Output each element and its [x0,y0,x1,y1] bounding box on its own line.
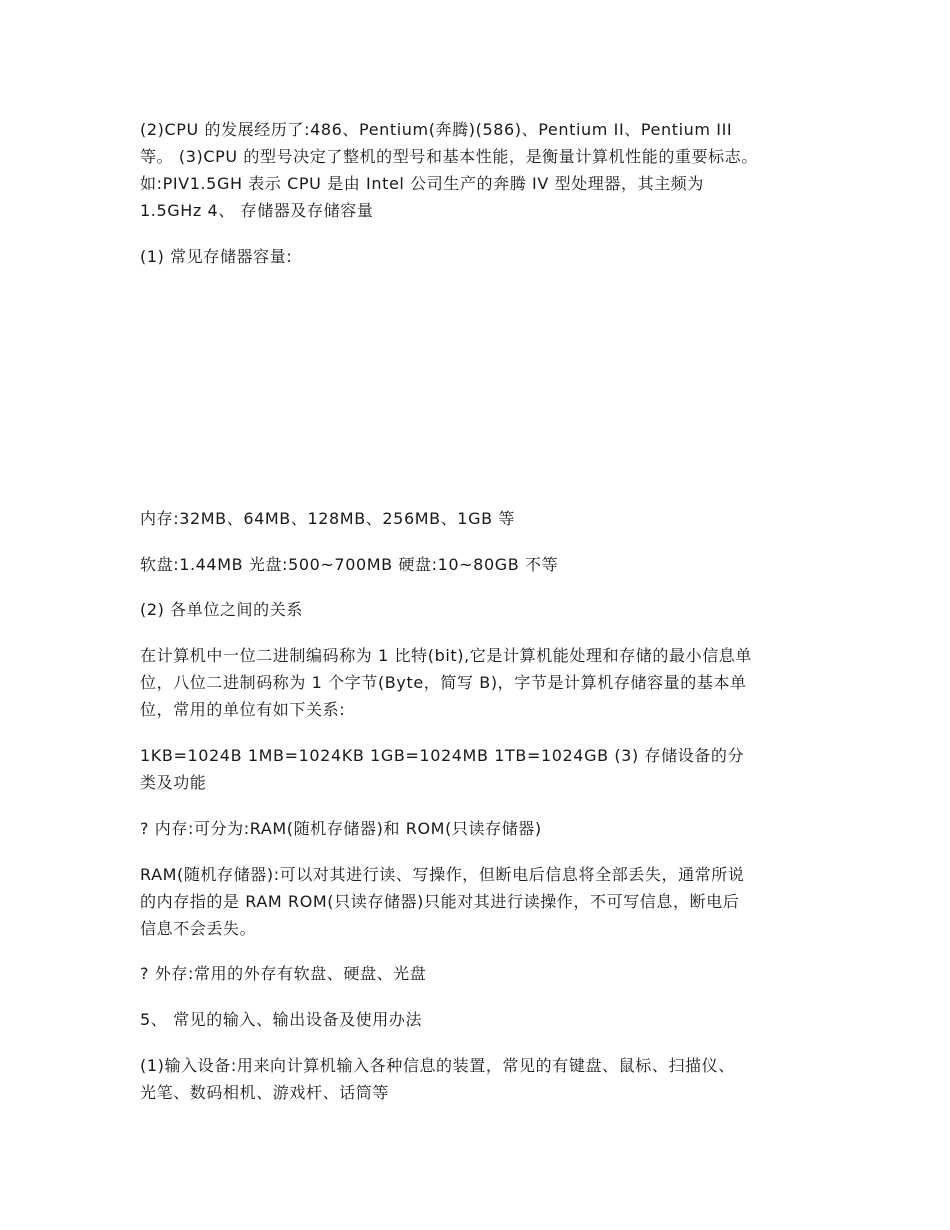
text-line: 类及功能 [140,773,207,792]
text-line: (2) 各单位之间的关系 [140,600,303,619]
text-line: (2)CPU 的发展经历了:486、Pentium(奔腾)(586)、Pentium II、Pentium III [140,120,733,139]
paragraph-cpu-development [140,116,812,224]
text-line: 在计算机中一位二进制编码称为 1 比特(bit),它是计算机能处理和存储的最小信息单 [140,646,752,665]
text-line: (1) 常见存储器容量: [140,247,293,266]
text-line: 5、 常见的输入、输出设备及使用办法 [140,1010,423,1029]
text-line: ? 外存:常用的外存有软盘、硬盘、光盘 [140,964,427,983]
text-line: 1KB=1024B 1MB=1024KB 1GB=1024MB 1TB=1024GB (3) 存储设备的分 [140,746,745,765]
text-line: 如:PIV1.5GH 表示 CPU 是由 Intel 公司生产的奔腾 IV 型处理器，其主频为 [140,174,704,193]
paragraph-internal-memory [140,815,812,842]
paragraph-bit-byte-definition [140,642,812,723]
paragraph-memory-sizes [140,505,812,532]
text-line: 位，常用的单位有如下关系: [140,700,346,719]
text-line: 1.5GHz 4、 存储器及存储容量 [140,201,374,220]
paragraph-unit-relations-heading [140,596,812,623]
text-line: 信息不会丢失。 [140,919,257,938]
paragraph-io-devices-heading [140,1006,812,1033]
blank-figure-area [140,285,812,485]
paragraph-disk-sizes [140,551,812,578]
text-line: 软盘:1.44MB 光盘:500~700MB 硬盘:10~80GB 不等 [140,555,559,574]
text-line: ? 内存:可分为:RAM(随机存储器)和 ROM(只读存储器) [140,819,542,838]
paragraph-external-memory [140,960,812,987]
paragraph-ram-rom-description [140,861,812,942]
text-line: 位，八位二进制码称为 1 个字节(Byte，简写 B)，字节是计算机存储容量的基本单 [140,673,747,692]
text-line: 内存:32MB、64MB、128MB、256MB、1GB 等 [140,509,515,528]
text-line: RAM(随机存储器):可以对其进行读、写操作，但断电后信息将全部丢失，通常所说 [140,865,745,884]
text-line: 光笔、数码相机、游戏杆、话筒等 [140,1083,390,1102]
paragraph-common-capacity-heading [140,243,812,270]
text-line: 等。 (3)CPU 的型号决定了整机的型号和基本性能，是衡量计算机性能的重要标志。 [140,147,758,166]
paragraph-input-devices [140,1052,812,1106]
paragraph-unit-conversions [140,742,812,796]
text-line: 的内存指的是 RAM ROM(只读存储器)只能对其进行读操作，不可写信息，断电后 [140,892,740,911]
text-line: (1)输入设备:用来向计算机输入各种信息的装置，常见的有键盘、鼠标、扫描仪、 [140,1056,735,1075]
